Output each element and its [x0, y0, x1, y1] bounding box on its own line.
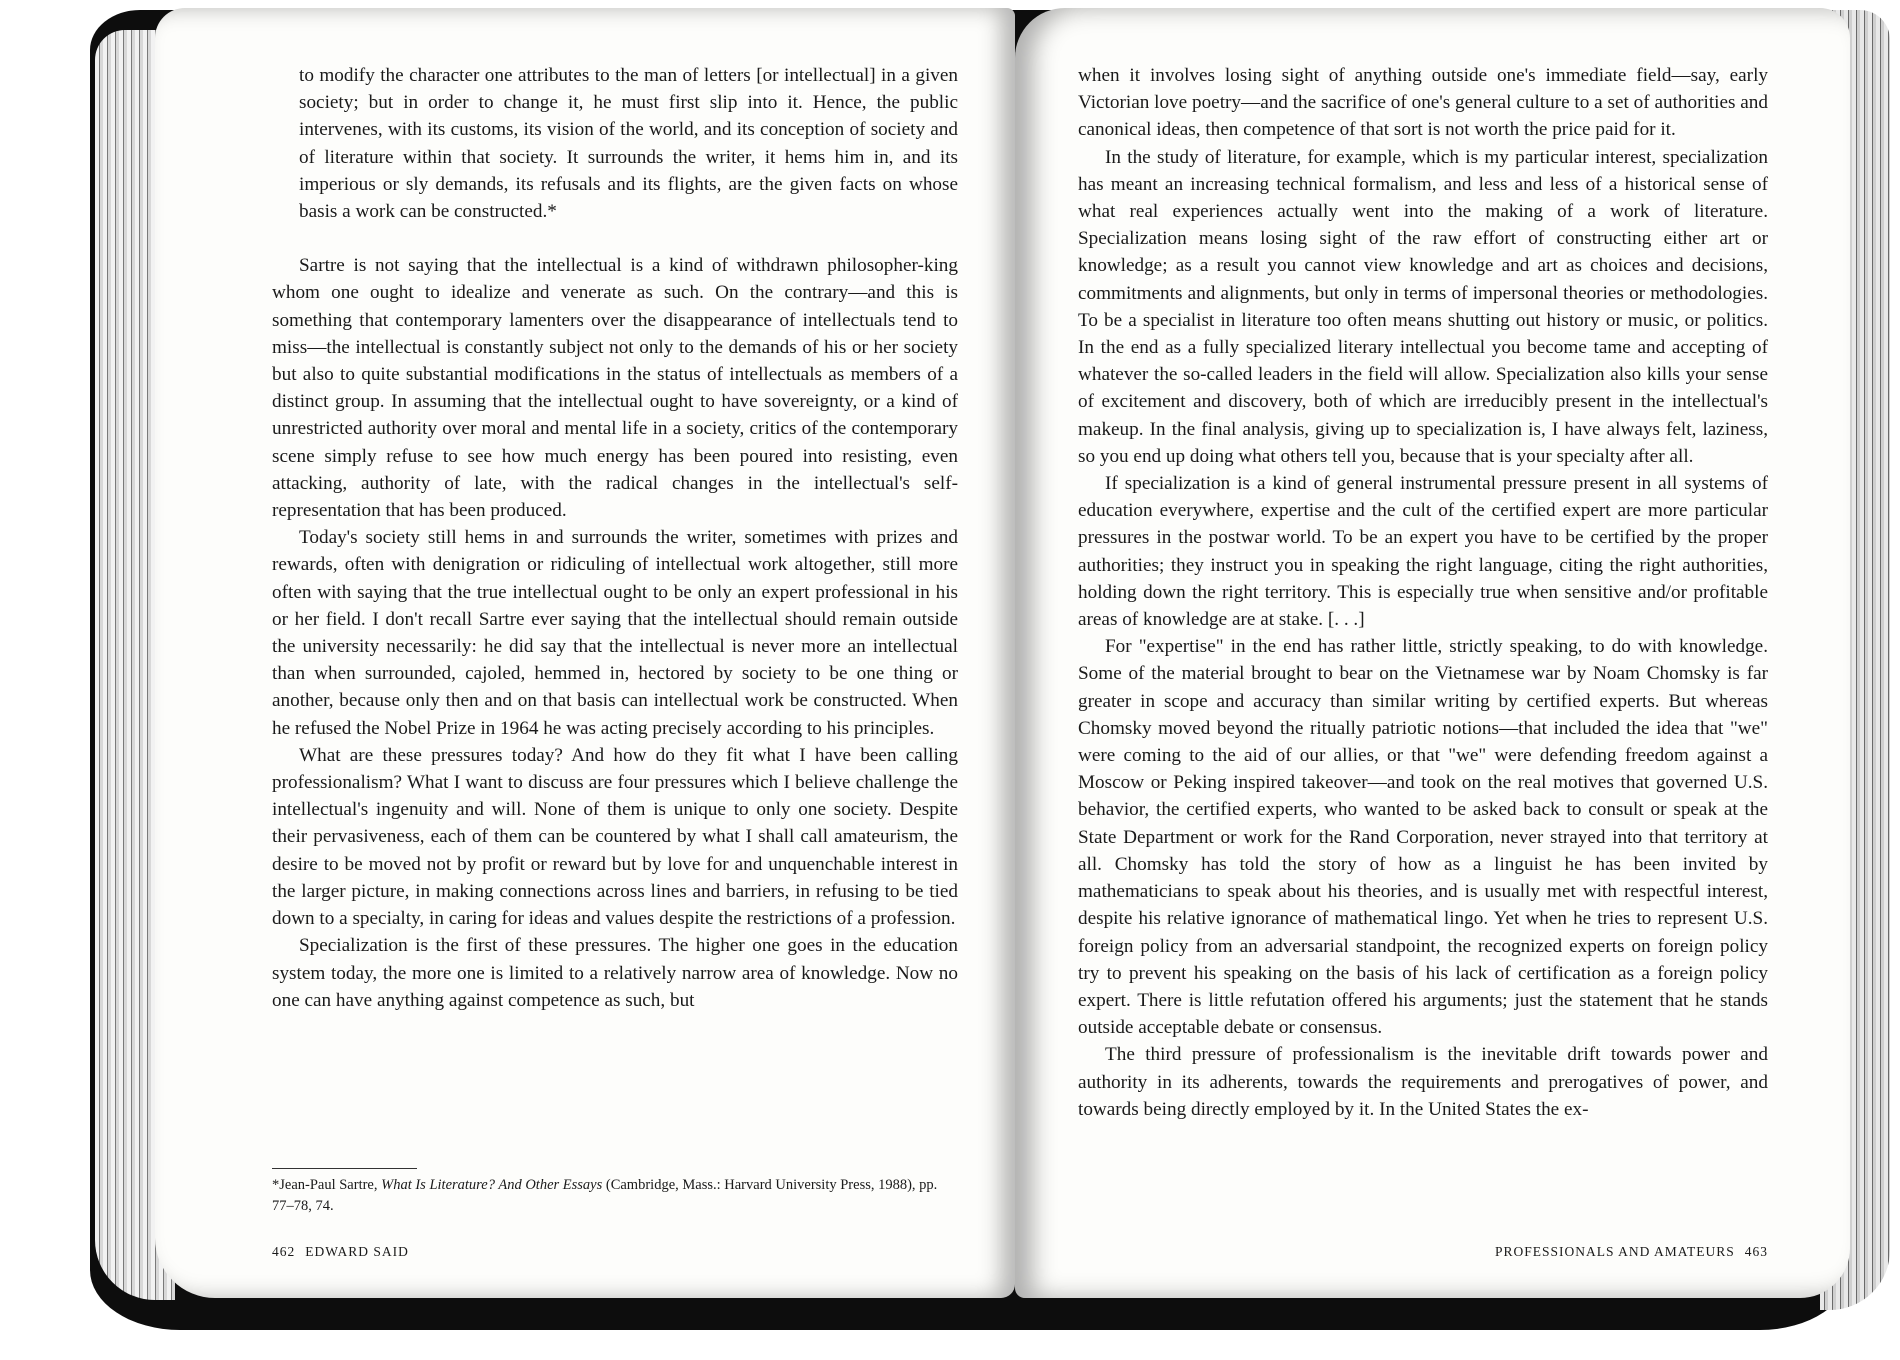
paragraph: The third pressure of professionalism is the inevitable drift towards power and authority in its adherents, towards the requirements and prerogatives of power, and towards being directly employed by it. In the United States the ex-	[1078, 1044, 1768, 1120]
paragraph: Specialization is the first of these pressures. The higher one goes in the education system today, the more one is limited to a relatively narrow area of knowledge. Now no one can have anything against competence as such, but	[272, 935, 958, 1011]
left-page	[155, 8, 1015, 1298]
sartre-quote: to modify the character one attributes to the man of letters [or intellectual] in a given society; but in order to change it, he must first slip into it. Hence, the public intervenes, with its customs, its vision of the world, and its conception of society and of literature within that society. It surrounds the writer, it hems him in, and its imperious or sly demands, its refusals and its flights, are the given facts on whose basis a work can be constructed.*	[299, 65, 958, 223]
running-head: EDWARD SAID	[305, 1244, 409, 1259]
footnote-rule	[272, 1168, 417, 1169]
page-number: 463	[1744, 1244, 1768, 1259]
right-running-foot	[1495, 1244, 1768, 1260]
paragraph: Sartre is not saying that the intellectual is a kind of withdrawn philosopher-king whom one ought to idealize and venerate as such. On the contrary—and this is something that contemporary lamenters over the disappearance of intellectuals tend to miss—the intellectual is constantly subject not only to the demands of his or her society but also to quite substantial modifications in the status of intellectuals as members of a distinct group. In assuming that the intellectual ought to have sovereignty, or a kind of unrestricted authority over moral and mental life in a society, critics of the contemporary scene simply refuse to see how much energy has been poured into resisting, even attacking, authority of late, with the radical changes in the intellectual's self-representation that has been produced.	[272, 255, 958, 522]
footnote	[272, 1175, 958, 1217]
left-running-foot	[272, 1244, 409, 1260]
right-page-body	[1078, 62, 1768, 1123]
left-page-body	[272, 62, 958, 1014]
paragraph: If specialization is a kind of general instrumental pressure present in all systems of education everywhere, expertise and the cult of the certified expert are more particular pressures in the postwar world. To be an expert you have to be certified by the proper authorities; they instruct you in speaking the right language, citing the right authorities, holding down the right territory. This is especially true when sensitive and/or profitable areas of knowledge are at stake. [. . .]	[1078, 473, 1768, 631]
page-number: 462	[272, 1244, 296, 1259]
running-head: PROFESSIONALS AND AMATEURS	[1494, 1244, 1735, 1259]
right-page	[1015, 8, 1850, 1298]
paragraph: In the study of literature, for example, which is my particular interest, specialization has meant an increasing technical formalism, and less and less of a historical sense of what real experiences actually went into the making of a work of literature. Specialization means losing sight of the raw effort of constructing either art or knowledge; as a result you cannot view knowledge and art as choices and decisions, commitments and alignments, but only in terms of impersonal theories or methodologies. To be a specialist in literature too often means shutting out history or music, or politics. In the end as a fully specialized literary intellectual you become tame and accepting of whatever the so-called leaders in the field will allow. Specialization also kills your sense of excitement and discovery, both of which are irreducibly present in the intellectual's makeup. In the final analysis, giving up to specialization is, I have always felt, laziness, so you end up doing what others tell you, because that is your specialty after all.	[1078, 146, 1768, 467]
paragraph: What are these pressures today? And how do they fit what I have been calling professionalism? What I want to discuss are four pressures which I believe challenge the intellectual's ingenuity and will. None of them is unique to only one society. Despite their pervasiveness, each of them can be countered by what I shall call amateurism, the desire to be moved not by profit or reward but by love for and unquenchable interest in the larger picture, in making connections across lines and barriers, in refusing to be tied down to a specialty, in caring for ideas and values despite the restrictions of a profession.	[272, 744, 958, 930]
footnote-author: *Jean-Paul Sartre,	[272, 1177, 382, 1193]
paragraph: Today's society still hems in and surrounds the writer, sometimes with prizes and rewards, often with denigration or ridiculing of intellectual work altogether, still more often with saying that the true intellectual ought to be only an expert professional in his or her field. I don't recall Sartre ever saying that the intellectual should remain outside the university necessarily: he did say that the intellectual is never more an intellectual than when surrounded, cajoled, hemmed in, hectored by society to be one thing or another, because only then and on that basis can intellectual work be constructed. When he refused the Nobel Prize in 1964 he was acting precisely according to his principles.	[272, 527, 958, 739]
paragraph: For "expertise" in the end has rather little, strictly speaking, to do with knowledge. Some of the material brought to bear on the Vietnamese war by Noam Chomsky is far greater in scope and accuracy than similar writing by certified experts. But whereas Chomsky moved beyond the ritually patriotic notions—that included the idea that "we" were coming to the aid of our allies, or that "we" were defending freedom against a Moscow or Peking inspired takeover—and took on the real motives that governed U.S. behavior, the certified experts, who wanted to be asked back to consult or speak at the State Department or work for the Rand Corporation, never strayed into that territory at all. Chomsky has told the story of how as a linguist he has been invited by mathematicians to speak about his theories, and is usually met with respectful interest, despite his relative ignorance of mathematical lingo. Yet when he tries to represent U.S. foreign policy from an adversarial standpoint, the recognized experts on foreign policy try to prevent his speaking on the basis of his lack of certification as a foreign policy expert. There is little refutation offered his arguments; just the statement that he stands outside acceptable debate or consensus.	[1078, 636, 1768, 1039]
footnote-publication: (Cambridge, Mass.: Harvard University Press, 1988), pp. 77–78, 74.	[272, 1177, 938, 1214]
footnote-title: What Is Literature? And Other Essays	[381, 1177, 603, 1193]
paragraph: when it involves losing sight of anything outside one's immediate field—say, early Victorian love poetry—and the sacrifice of one's general culture to a set of authorities and canonical ideas, then competence of that sort is not worth the price paid for it.	[1078, 65, 1768, 141]
